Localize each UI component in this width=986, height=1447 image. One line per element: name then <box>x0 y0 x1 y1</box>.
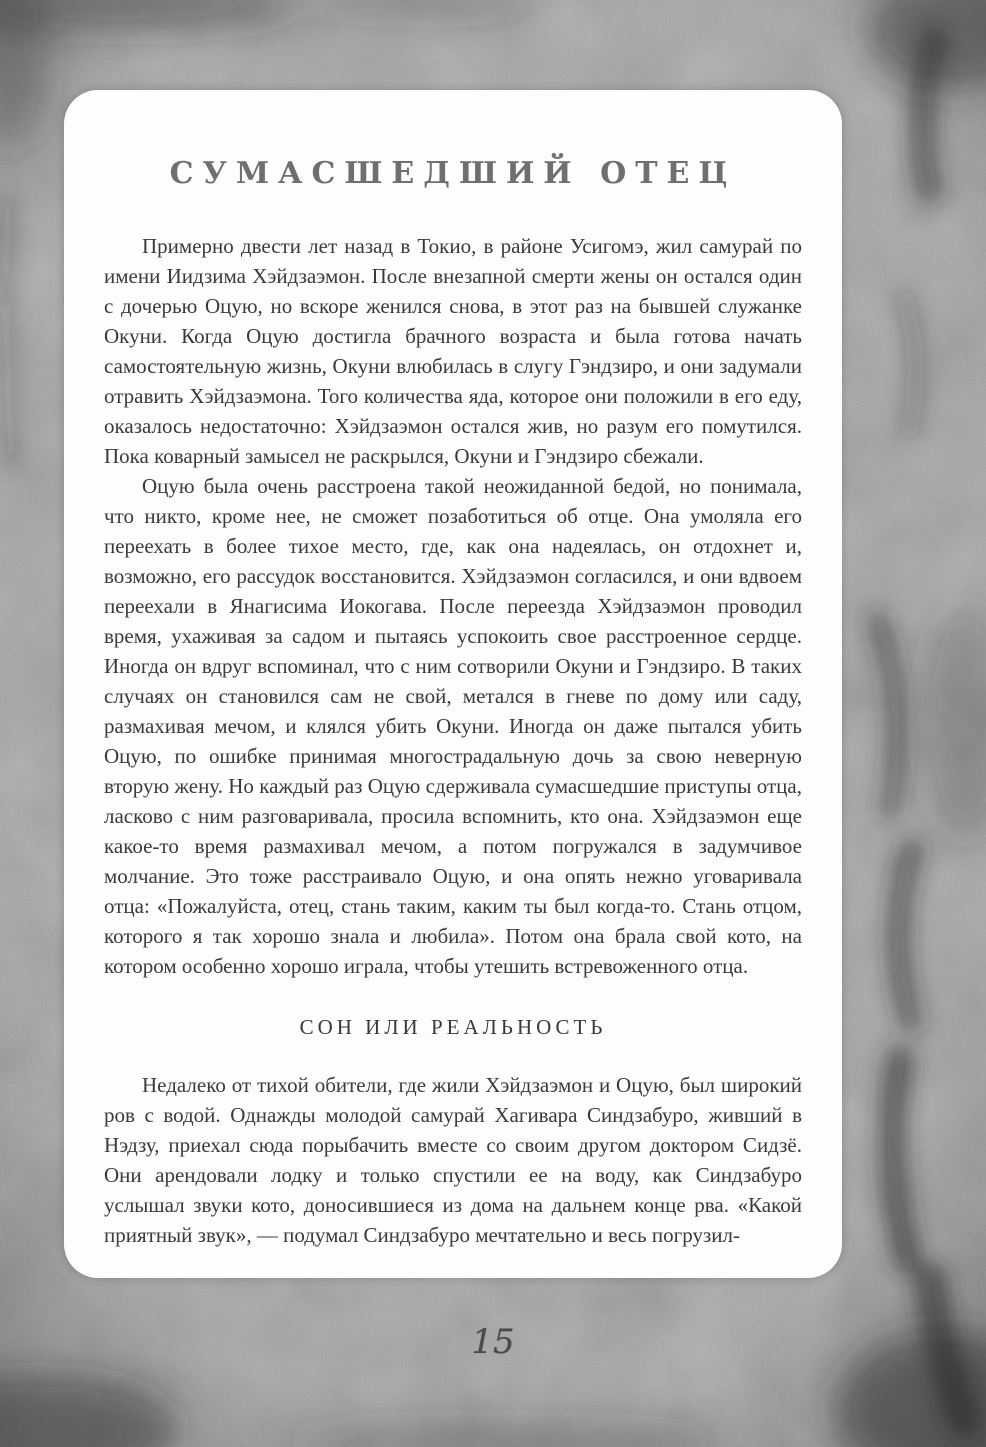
page-number: 15 <box>471 1322 515 1362</box>
story-paragraph: Оцую была очень расстроена такой неожиданной бедой, но понимала, что никто, кроме нее, не сможет позаботиться об отце. Она умоляла его переехать в более тихое место, где, как она надеялась, он отдохнет и, возможно, его рассудок восстановится. Хэйдзаэмон согласился, и они вдвоем переехали в Янагисима Иокогава. После переезда Хэйдзаэмон проводил время, ухаживая за садом и пытаясь успокоить свое расстроенное сердце. Иногда он вдруг вспоминал, что с ним сотворили Окуни и Гэндзиро. В таких случаях он становился сам не свой, метался в гневе по дому или саду, размахивая мечом, и клялся убить Окуни. Иногда он даже пытался убить Оцую, по ошибке принимая многострадальную дочь за свою неверную вторую жену. Но каждый раз Оцую сдерживала сумасшедшие приступы отца, ласково с ним разговаривала, просила вспомнить, кто она. Хэйдзаэмон еще какое-то время размахивал мечом, а потом погружался в задумчивое молчание. Это тоже расстраивало Оцую, и она опять нежно уговаривала отца: «Пожалуйста, отец, стань таким, каким ты был когда-то. Стань отцом, которого я так хорошо знала и любила». Потом она брала свой кото, на котором особенно хорошо играла, чтобы утешить встревоженного отца. <box>104 474 802 978</box>
section-heading: СОН ИЛИ РЕАЛЬНОСТЬ <box>299 1015 607 1039</box>
story-paragraph: Примерно двести лет назад в Токио, в районе Усигомэ, жил самурай по имени Иидзима Хэйдзаэмон. После внезапной смерти жены он остался один с дочерью Оцую, но вскоре женился снова, в этот раз на бывшей служанке Окуни. Когда Оцую достигла брачного возраста и была готова начать самостоятельную жизнь, Окуни влюбилась в слугу Гэндзиро, и они задумали отравить Хэйдзаэмона. Того количества яда, которое они положили в его еду, оказалось недостаточно: Хэйдзаэмон остался жив, но разум его помутился. Пока коварный замысел не раскрылся, Окуни и Гэндзиро сбежали. <box>104 234 802 468</box>
content-card <box>64 90 842 1278</box>
story-paragraph: Недалеко от тихой обители, где жили Хэйдзаэмон и Оцую, был широкий ров с водой. Однажды молодой самурай Хагивара Синдзабуро, живший в Нэдзу, приехал сюда порыбачить вместе со своим другом доктором Сидзё. Они арендовали лодку и только спустили ее на воду, как Синдзабуро услышал звуки кото, доносившиеся из дома на дальнем конце рва. «Какой приятный звук», — подумал Синдзабуро мечтательно и весь погрузил- <box>104 1073 802 1247</box>
story-title: СУМАСШЕДШИЙ ОТЕЦ <box>169 156 737 191</box>
